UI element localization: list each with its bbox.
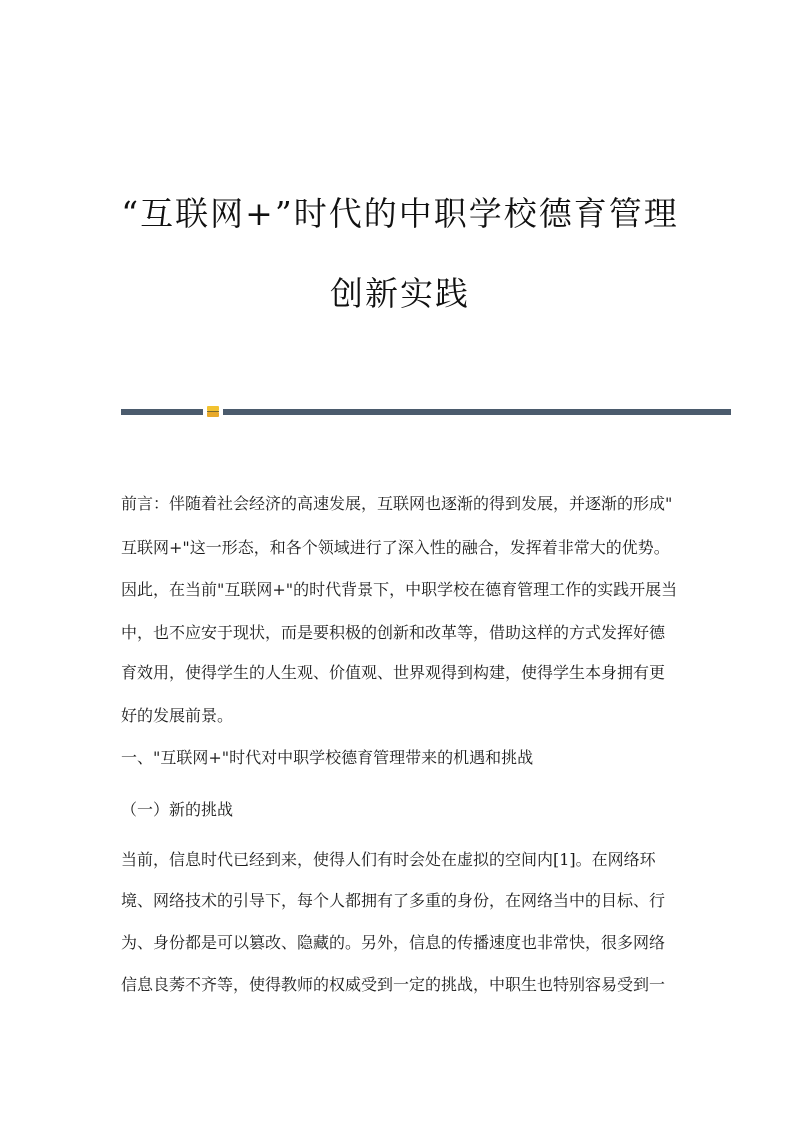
- divider-left-segment: [121, 409, 203, 415]
- body-line-4: 信息良莠不齐等，使得教师的权威受到一定的挑战，中职生也特别容易受到一: [121, 975, 666, 994]
- body-line-3: 为、身份都是可以篡改、隐藏的。另外，信息的传播速度也非常快，很多网络: [121, 933, 666, 952]
- preface-line-3: 因此，在当前"互联网+"的时代背景下，中职学校在德育管理工作的实践开展当: [121, 580, 678, 599]
- preface-line-5: 育效用，使得学生的人生观、价值观、世界观得到构建，使得学生本身拥有更: [121, 663, 666, 682]
- title-divider: [121, 409, 731, 417]
- preface-line-1: 前言：伴随着社会经济的高速发展，互联网也逐渐的得到发展，并逐渐的形成": [121, 494, 673, 513]
- body-line-1: 当前，信息时代已经到来，使得人们有时会处在虚拟的空间内[1]。在网络环: [121, 850, 656, 869]
- divider-right-segment: [223, 409, 731, 415]
- body-line-2: 境、网络技术的引导下，每个人都拥有了多重的身份，在网络当中的目标、行: [121, 891, 666, 910]
- subsection-heading: （一）新的挑战: [121, 800, 234, 819]
- preface-line-2: 互联网+"这一形态，和各个领域进行了深入性的融合，发挥着非常大的优势。: [121, 538, 670, 557]
- divider-marker-icon: [207, 406, 219, 417]
- document-title-line-1: “互联网+”时代的中职学校德育管理: [121, 194, 679, 233]
- document-title-line-2: 创新实践: [330, 274, 470, 313]
- preface-line-4: 中，也不应安于现状，而是要积极的创新和改革等，借助这样的方式发挥好德: [121, 623, 666, 642]
- preface-line-6: 好的发展前景。: [121, 706, 234, 725]
- section-heading: 一、"互联网+"时代对中职学校德育管理带来的机遇和挑战: [121, 748, 534, 767]
